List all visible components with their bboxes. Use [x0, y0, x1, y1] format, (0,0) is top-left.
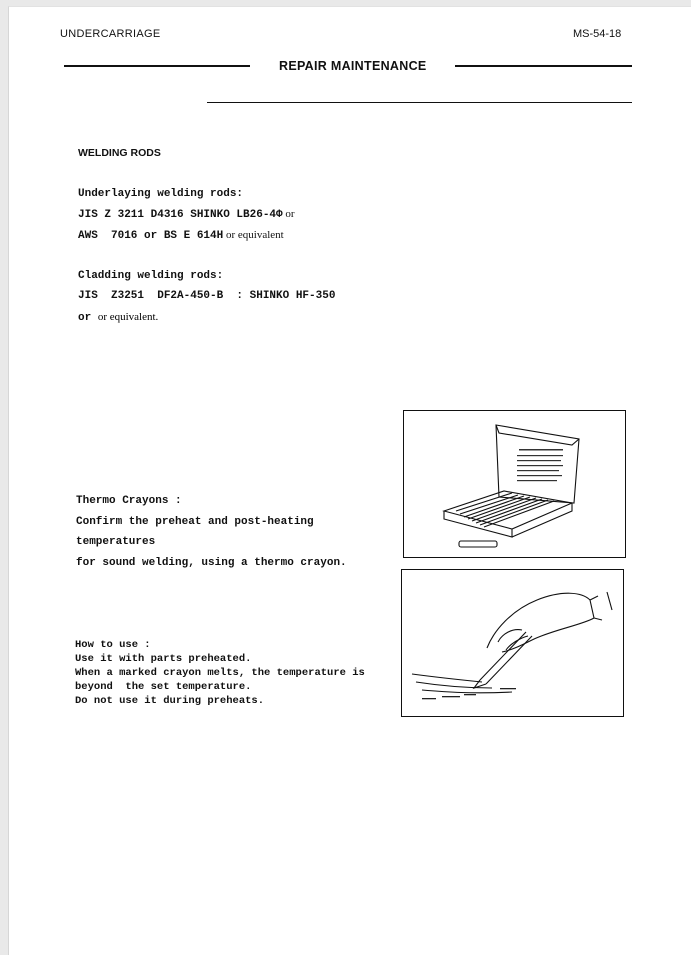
crayon-box-figure: [403, 410, 626, 558]
thermo-heading: Thermo Crayons :: [76, 495, 182, 507]
underlaying-line-1-suffix: or: [282, 208, 295, 220]
how-to-use-line-2: When a marked crayon melts, the temperature is: [75, 667, 365, 679]
page-title: REPAIR MAINTENANCE: [279, 59, 427, 73]
underlaying-line-2: [78, 229, 284, 242]
header-divider: [207, 102, 632, 103]
underlaying-line-1: [78, 208, 295, 221]
underlaying-line-2-suffix: or equivalent: [223, 229, 284, 241]
thermo-line-2: temperatures: [76, 536, 156, 548]
how-to-use-line-1: Use it with parts preheated.: [75, 653, 252, 665]
header-page-code: MS-54-18: [573, 28, 622, 40]
cladding-line-1: JIS Z3251 DF2A-450-B : SHINKO HF-350: [78, 290, 336, 302]
cladding-line-2-suffix: or equivalent.: [97, 311, 159, 323]
hand-marking-crayon-illustration-icon: [402, 570, 623, 716]
how-to-use-line-3: beyond the set temperature.: [75, 681, 252, 693]
how-to-use-line-4: Do not use it during preheats.: [75, 695, 265, 707]
header-section-label: UNDERCARRIAGE: [60, 28, 161, 40]
thermo-line-3: for sound welding, using a thermo crayon.: [76, 557, 347, 569]
thermo-crayon-box-illustration-icon: [404, 411, 625, 557]
section-title: WELDING RODS: [78, 147, 161, 159]
title-rule-left: [64, 65, 250, 67]
title-rule-right: [455, 65, 632, 67]
hand-figure: [401, 569, 624, 717]
underlaying-line-2-code: AWS 7016 or BS E 614H: [78, 230, 224, 242]
thermo-line-1: Confirm the preheat and post-heating: [76, 516, 314, 528]
underlaying-line-1-code: JIS Z 3211 D4316 SHINKO LB26-4Φ: [78, 209, 283, 221]
underlaying-heading: Underlaying welding rods:: [78, 188, 244, 200]
cladding-line-2: [78, 311, 158, 324]
cladding-heading: Cladding welding rods:: [78, 270, 224, 282]
document-page: [8, 6, 691, 955]
how-to-use-heading: How to use :: [75, 639, 151, 651]
cladding-line-2-prefix: or: [78, 312, 98, 324]
